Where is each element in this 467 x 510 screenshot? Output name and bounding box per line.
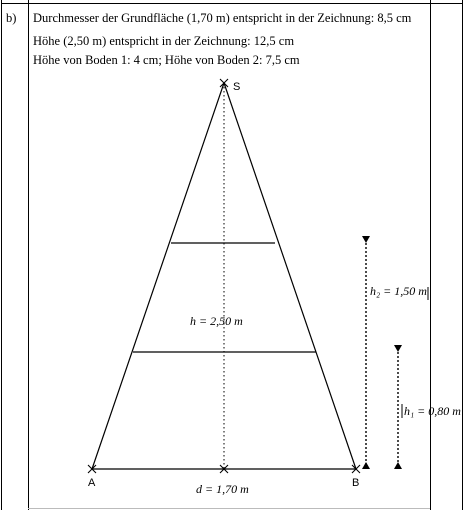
task-label: b) xyxy=(6,11,17,25)
cone-right-side xyxy=(224,83,356,469)
apex-marker xyxy=(220,79,228,87)
point-s-label: S xyxy=(233,81,241,93)
point-b-label: B xyxy=(352,477,360,489)
h2-arrow-top xyxy=(362,236,370,243)
cone-left-side xyxy=(92,83,224,469)
bottom-divider xyxy=(28,508,430,509)
diameter-label: d = 1,70 m xyxy=(196,482,249,496)
h2-label: h₂ = 1,50 m xyxy=(370,284,427,298)
height-label: h = 2,50 m xyxy=(190,314,243,328)
task-line-floors: Höhe von Boden 1: 4 cm; Höhe von Boden 2: 7,5 cm xyxy=(33,53,300,67)
point-a-label: A xyxy=(88,477,96,489)
h1-label: h₁ = 0,80 m xyxy=(404,404,461,418)
task-line-diameter: Durchmesser der Grundfläche (1,70 m) entspricht in der Zeichnung: 8,5 cm xyxy=(33,11,412,25)
task-line-height: Höhe (2,50 m) entspricht in der Zeichnung: 12,5 cm xyxy=(33,34,295,48)
h1-arrow-bottom xyxy=(394,462,402,469)
h1-arrow-top xyxy=(394,345,402,352)
h2-arrow-bottom xyxy=(362,462,370,469)
